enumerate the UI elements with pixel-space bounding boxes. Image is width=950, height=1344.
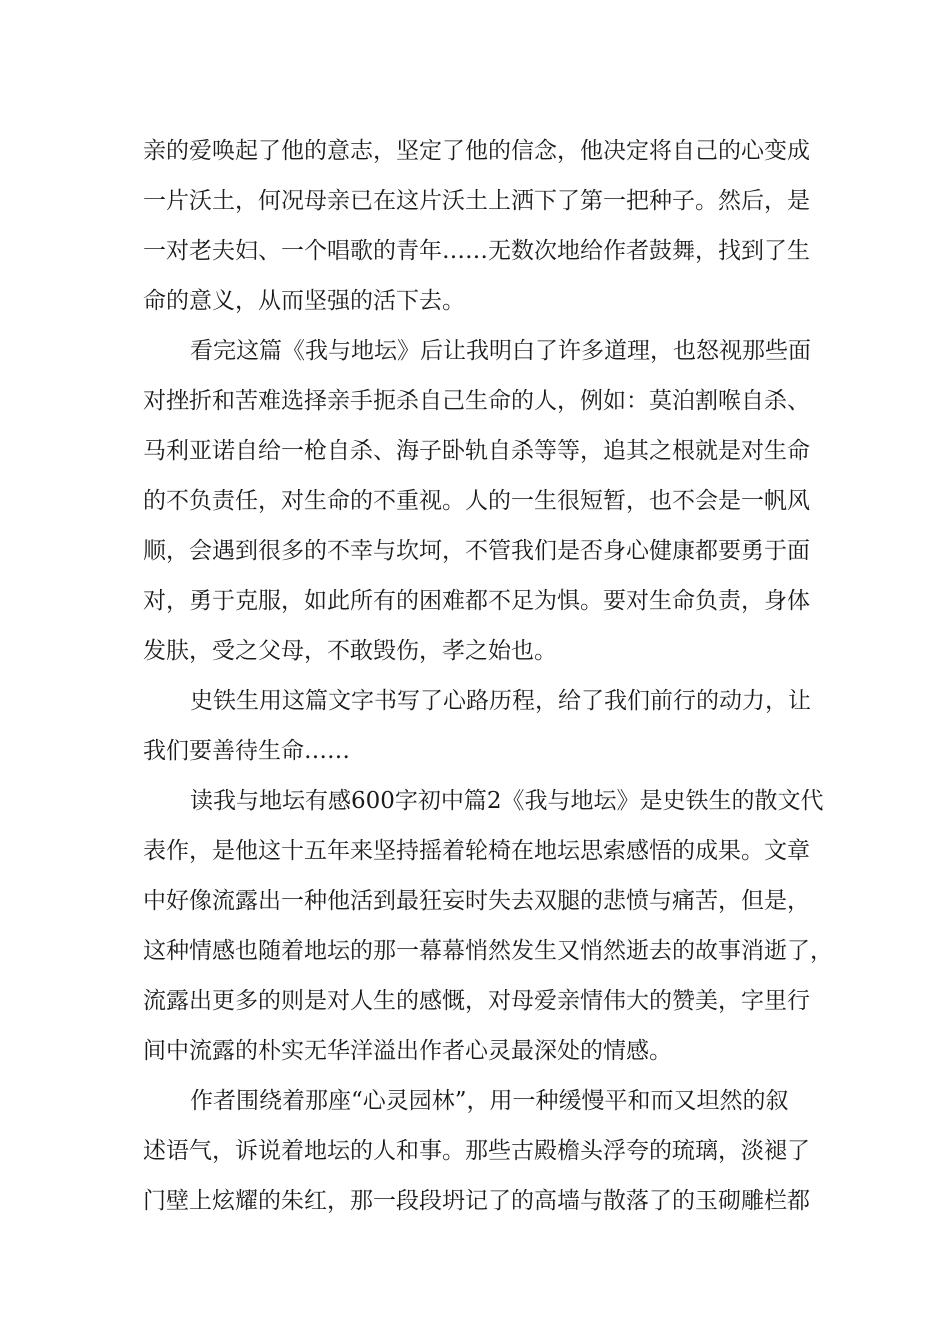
text-line: 这种情感也随着地坛的那一幕幕悄然发生又悄然逝去的故事消逝了， [143, 938, 833, 964]
text-line: 门壁上炫耀的朱红，那一段段坍记了的高墙与散落了的玉砌雕栏都 [143, 1188, 810, 1214]
paragraph-first-line: 读我与地坛有感600字初中篇2《我与地坛》是史铁生的散文代 [190, 788, 824, 814]
text-line: 马利亚诺自给一枪自杀、海子卧轨自杀等等，追其之根就是对生命 [143, 438, 810, 464]
text-line: 亲的爱唤起了他的意志，坚定了他的信念，他决定将自己的心变成 [143, 138, 810, 164]
paragraph-first-line: 看完这篇《我与地坛》后让我明白了许多道理，也怒视那些面 [190, 338, 811, 364]
text-line: 表作，是他这十五年来坚持摇着轮椅在地坛思索感悟的成果。文章 [143, 838, 810, 864]
text-line: 对，勇于克服，如此所有的困难都不足为惧。要对生命负责，身体 [143, 588, 810, 614]
paragraph-first-line: 史铁生用这篇文字书写了心路历程，给了我们前行的动力，让 [190, 688, 811, 714]
text-line: 顺，会遇到很多的不幸与坎坷，不管我们是否身心健康都要勇于面 [143, 538, 810, 564]
text-line: 一片沃土，何况母亲已在这片沃土上洒下了第一把种子。然后，是 [143, 188, 810, 214]
text-line: 发肤，受之父母，不敢毁伤，孝之始也。 [143, 638, 557, 664]
text-line: 一对老夫妇、一个唱歌的青年……无数次地给作者鼓舞，找到了生 [143, 238, 810, 264]
text-line: 间中流露的朴实无华洋溢出作者心灵最深处的情感。 [143, 1038, 672, 1064]
text-line: 述语气，诉说着地坛的人和事。那些古殿檐头浮夸的琉璃，淡褪了 [143, 1138, 810, 1164]
text-line: 命的意义，从而坚强的活下去。 [143, 288, 465, 314]
text-line: 对挫折和苦难选择亲手扼杀自己生命的人，例如：莫泊割喉自杀、 [143, 388, 810, 414]
text-line: 我们要善待生命…… [143, 738, 350, 764]
text-line: 流露出更多的则是对人生的感慨，对母爱亲情伟大的赞美，字里行 [143, 988, 810, 1014]
text-line: 中好像流露出一种他活到最狂妄时失去双腿的悲愤与痛苦，但是， [143, 888, 810, 914]
text-line: 的不负责任，对生命的不重视。人的一生很短暂，也不会是一帆风 [143, 488, 810, 514]
paragraph-first-line: 作者围绕着那座“心灵园林”，用一种缓慢平和而又坦然的叙 [190, 1088, 789, 1114]
